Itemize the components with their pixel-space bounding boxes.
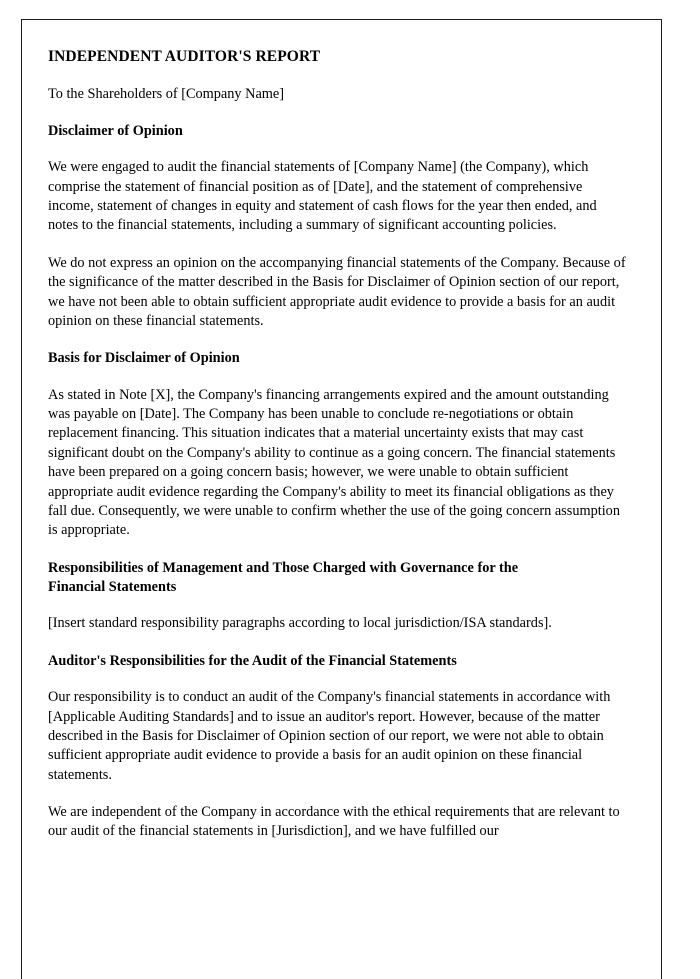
paragraph: Our responsibility is to conduct an audit of the Company's financial statements in accordance with [Applicable Auditing Standards] and to issue an auditor's report. However, because of the matter described in the Basis for Disclaimer of Opinion section of our report, we were not able to obtain sufficient appropriate audit evidence to provide a basis for an audit opinion on these financial statements. [48, 689, 611, 783]
document-body [22, 20, 661, 842]
page-title: INDEPENDENT AUDITOR'S REPORT [48, 48, 321, 65]
paragraph: We were engaged to audit the financial statements of [Company Name] (the Company), which comprise the statement of financial position as of [Date], and the statement of comprehensive income, statement of changes in equity and statement of cash flows for the year then ended, and notes to the financial statements, including a summary of significant accounting policies. [48, 159, 597, 234]
section-heading-auditors-responsibilities: Auditor's Responsibilities for the Audit of the Financial Statements [48, 652, 457, 669]
section-heading-basis-for-disclaimer-of-opinion: Basis for Disclaimer of Opinion [48, 350, 240, 367]
paragraph: As stated in Note [X], the Company's financing arrangements expired and the amount outstanding was payable on [Date]. The Company has been unable to conclude re-negotiations or obtain replacement financing. This situation indicates that a material uncertainty exists that may cast significant doubt on the Company's ability to continue as a going concern. The financial statements have been prepared on a going concern basis; however, we were unable to obtain sufficient appropriate audit evidence regarding the Company's ability to meet its financial obligations as they fall due. Consequently, we were unable to confirm whether the use of the going concern assumption is appropriate. [48, 386, 620, 539]
paragraph-clipped: We are independent of the Company in accordance with the ethical requirements that are relevant to our audit of the financial statements in [Jurisdiction], and we have fulfilled our [48, 804, 620, 840]
section-heading-responsibilities-of-management: Responsibilities of Management and Those Charged with Governance for the Financial Statements [48, 559, 519, 596]
addressee-line: To the Shareholders of [Company Name] [48, 86, 285, 103]
paragraph: We do not express an opinion on the accompanying financial statements of the Company. Because of the significance of the matter described in the Basis for Disclaimer of Opinion section of our report, we have not been able to obtain sufficient appropriate audit evidence to provide a basis for an audit opinion on these financial statements. [48, 254, 626, 329]
document-page [21, 19, 662, 979]
paragraph: [Insert standard responsibility paragraphs according to local jurisdiction/ISA standards]. [48, 615, 552, 632]
section-heading-disclaimer-of-opinion: Disclaimer of Opinion [48, 122, 183, 139]
